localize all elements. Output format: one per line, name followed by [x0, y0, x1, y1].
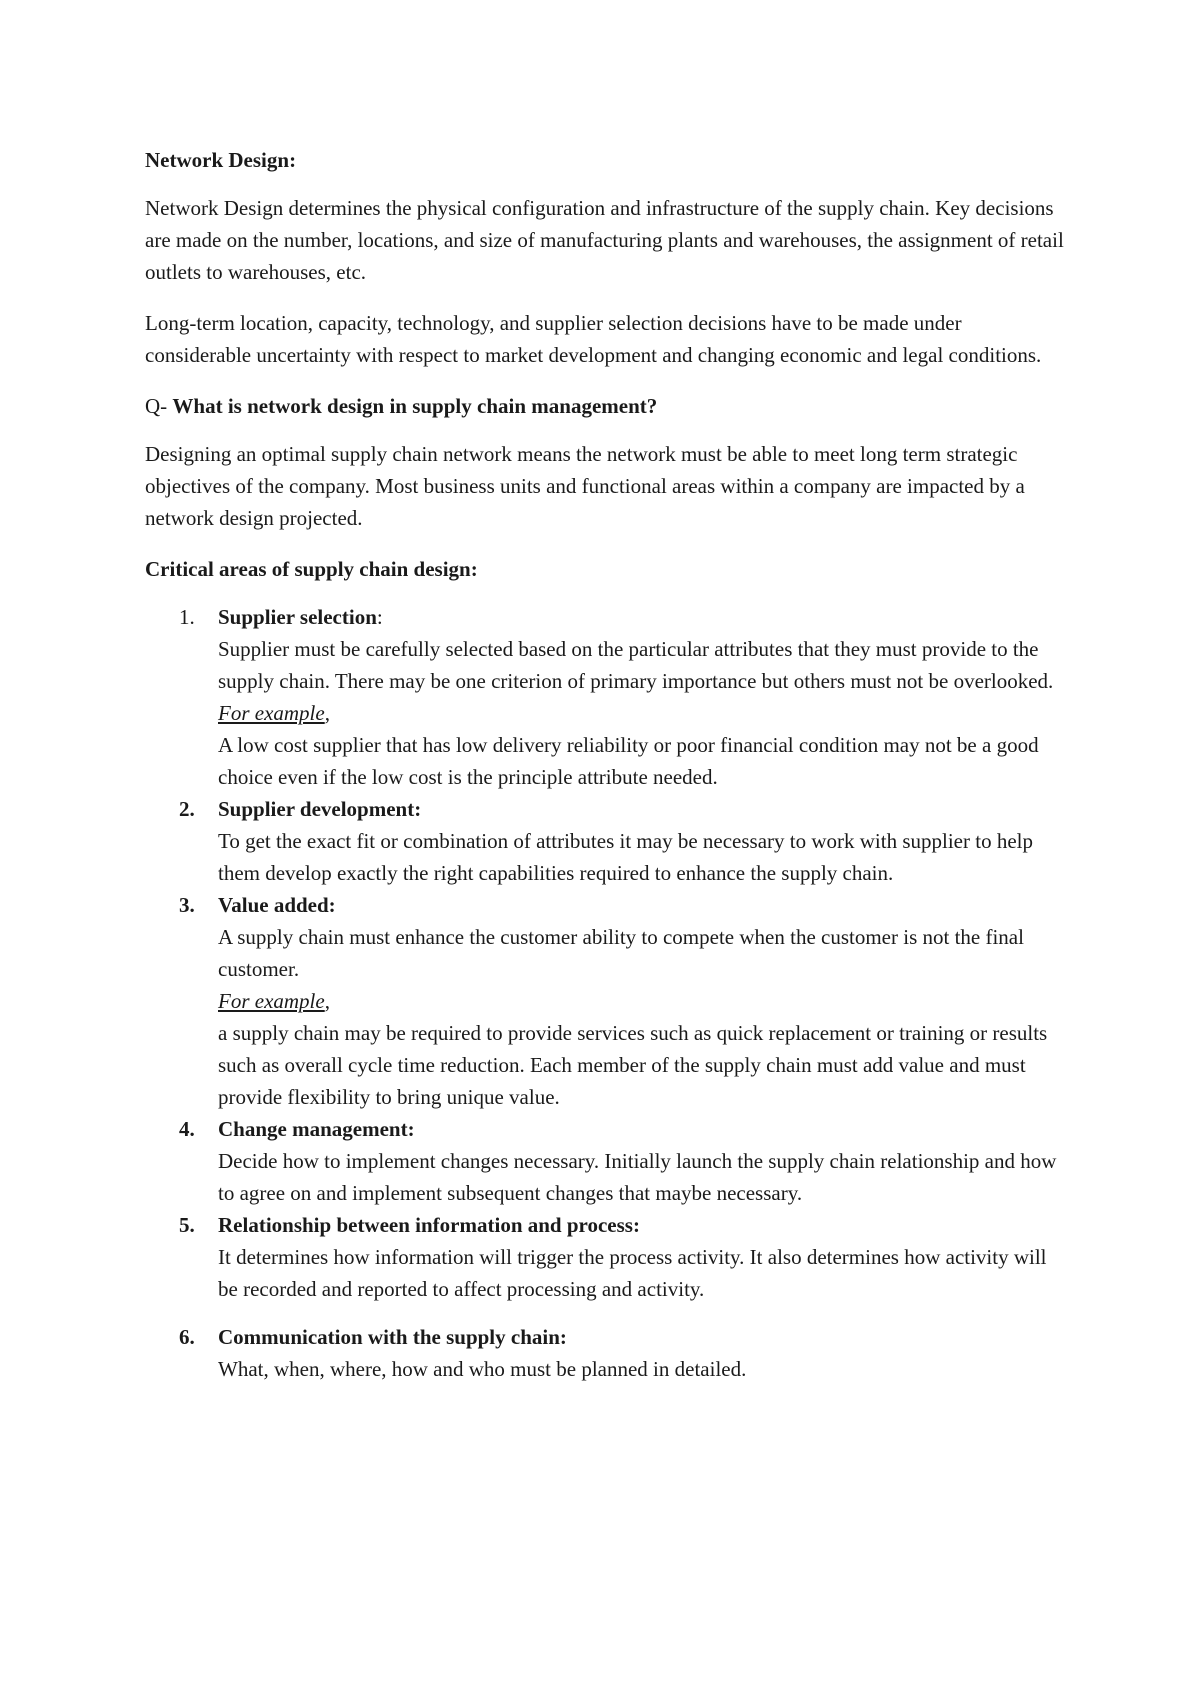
list-item-title: Change management:	[218, 1117, 415, 1141]
question-text: What is network design in supply chain management?	[172, 394, 658, 418]
example-suffix: ,	[324, 989, 330, 1013]
list-item-body: A supply chain must enhance the customer ability to compete when the customer is not the final customer.	[218, 925, 1024, 981]
list-item-number: 4.	[179, 1117, 195, 1141]
section-heading-network-design: Network Design:	[145, 148, 297, 172]
critical-areas-list	[145, 601, 1070, 1385]
list-item-number: 1.	[179, 605, 195, 629]
paragraph-long-term-decisions: Long-term location, capacity, technology, and supplier selection decisions have to be made under considerable uncertainty with respect to market development and changing economic and legal conditions.	[145, 311, 1042, 367]
list-item-number: 5.	[179, 1213, 195, 1237]
list-spacer	[145, 1305, 1070, 1321]
list-item-number: 3.	[179, 893, 195, 917]
list-item-title: Relationship between information and process:	[218, 1213, 640, 1237]
list-item-body: What, when, where, how and who must be planned in detailed.	[218, 1357, 747, 1381]
section-heading-critical-areas: Critical areas of supply chain design:	[145, 557, 478, 581]
example-label-line	[218, 697, 1070, 729]
list-item-value-added	[145, 889, 1070, 1113]
list-item-supplier-development	[145, 793, 1070, 889]
list-item-title: Supplier selection	[218, 605, 377, 629]
paragraph-network-design-definition: Network Design determines the physical configuration and infrastructure of the supply chain. Key decisions are made on the number, locations, and size of manufacturing plants and warehouses, the assignment of retail outlets to warehouses, etc.	[145, 196, 1064, 284]
list-item-supplier-selection	[145, 601, 1070, 793]
example-label: For example	[218, 701, 325, 725]
list-item-title-line	[218, 601, 1070, 633]
question-prefix: Q-	[145, 394, 173, 418]
list-item-title: Communication with the supply chain:	[218, 1325, 567, 1349]
list-item-title: Value added:	[218, 893, 336, 917]
list-item-title-suffix: :	[376, 605, 383, 629]
question-line	[145, 390, 1070, 422]
list-item-body: Supplier must be carefully selected based on the particular attributes that they must provide to the supply chain. There may be one criterion of primary importance but others must not be overlooked.	[218, 637, 1054, 693]
list-item-communication	[145, 1321, 1070, 1385]
example-label-line	[218, 985, 1070, 1017]
list-item-information-process	[145, 1209, 1070, 1305]
example-label: For example	[218, 989, 325, 1013]
paragraph-optimal-network: Designing an optimal supply chain network means the network must be able to meet long term strategic objectives of the company. Most business units and functional areas within a company are impacted by a network design projected.	[145, 442, 1025, 530]
example-body: a supply chain may be required to provide services such as quick replacement or training or results such as overall cycle time reduction. Each member of the supply chain must add value and must provide flexibility to bring unique value.	[218, 1021, 1048, 1109]
example-suffix: ,	[324, 701, 330, 725]
list-item-change-management	[145, 1113, 1070, 1209]
list-item-title: Supplier development:	[218, 797, 422, 821]
example-body: A low cost supplier that has low delivery reliability or poor financial condition may not be a good choice even if the low cost is the principle attribute needed.	[218, 733, 1039, 789]
list-item-body: Decide how to implement changes necessary. Initially launch the supply chain relationship and how to agree on and implement subsequent changes that maybe necessary.	[218, 1149, 1057, 1205]
list-item-number: 2.	[179, 797, 195, 821]
list-item-body: It determines how information will trigger the process activity. It also determines how activity will be recorded and reported to affect processing and activity.	[218, 1245, 1047, 1301]
list-item-body: To get the exact fit or combination of attributes it may be necessary to work with supplier to help them develop exactly the right capabilities required to enhance the supply chain.	[218, 829, 1033, 885]
list-item-number: 6.	[179, 1325, 195, 1349]
